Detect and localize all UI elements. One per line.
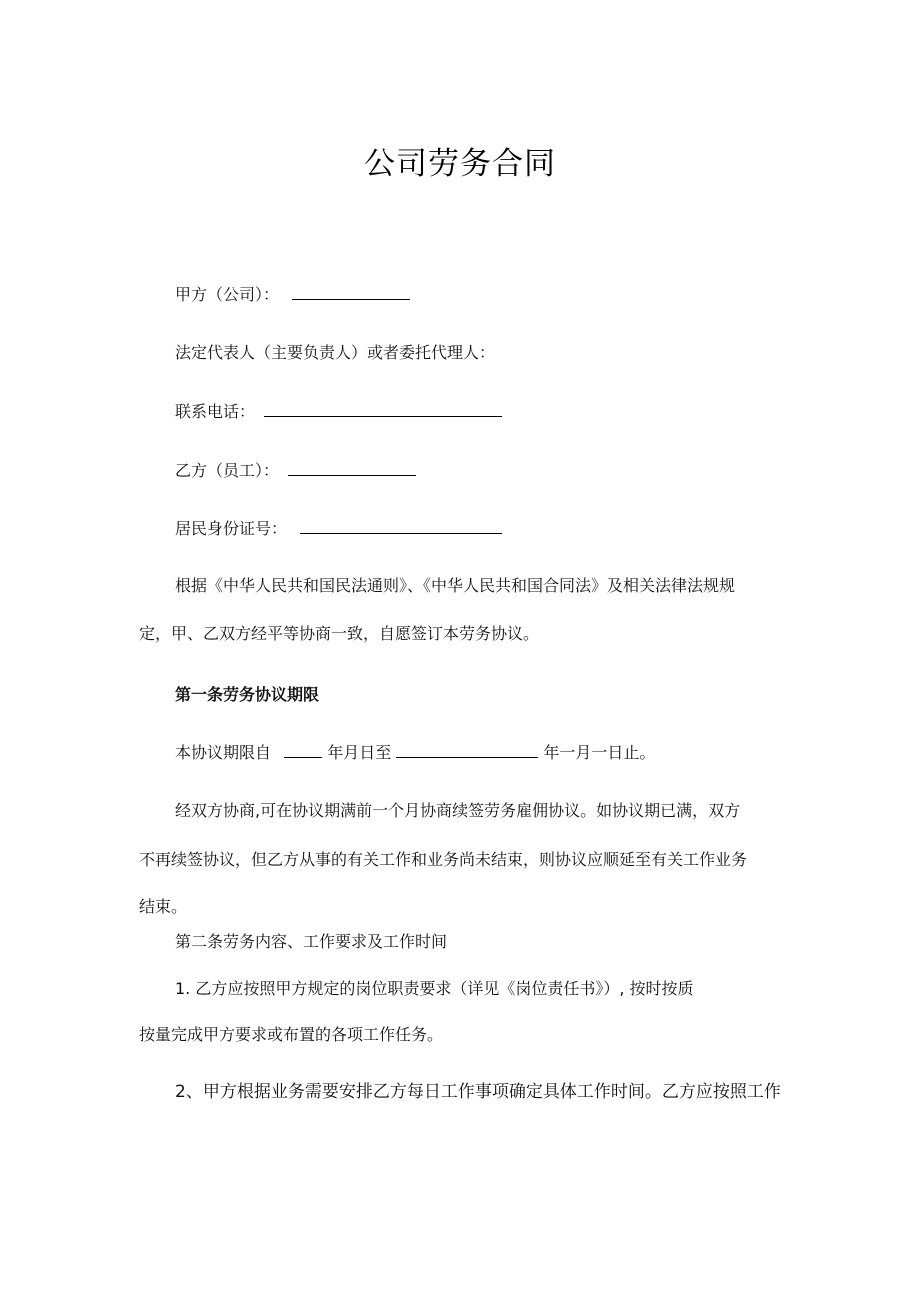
item-1-line-1: 1. 乙方应按照甲方规定的岗位职责要求（详见《岗位责任书》）, 按时按质 — [175, 979, 694, 998]
party-a-blank[interactable] — [292, 284, 410, 300]
renewal-line-2: 不再续签协议，但乙方从事的有关工作和业务尚未结束，则协议应顺延至有关工作业务 — [139, 850, 748, 869]
period-end-blank[interactable] — [396, 742, 538, 758]
article-1-heading: 第一条劳务协议期限 — [175, 685, 320, 704]
period-row — [175, 741, 655, 765]
preamble-line-1: 根据《中华人民共和国民法通则》、《中华人民共和国合同法》及相关法律法规规 — [175, 576, 736, 595]
phone-row — [175, 400, 502, 424]
id-number-row — [175, 517, 502, 541]
legal-rep-row — [175, 341, 495, 365]
party-a-row — [175, 283, 410, 307]
id-number-label: 居民身份证号： — [175, 519, 288, 538]
period-prefix: 本协议期限自 — [175, 743, 272, 762]
party-b-label: 乙方（员工）： — [175, 461, 280, 480]
preamble-line-2: 定，甲、乙双方经平等协商一致，自愿签订本劳务协议。 — [139, 624, 540, 643]
legal-rep-label: 法定代表人（主要负责人）或者委托代理人： — [175, 343, 496, 362]
phone-blank[interactable] — [264, 401, 502, 417]
item-2-line-1: 2、甲方根据业务需要安排乙方每日工作事项确定具体工作时间。乙方应按照工作 — [175, 1082, 781, 1102]
period-middle: 年月日至 — [327, 743, 392, 762]
renewal-line-1: 经双方协商,可在协议期满前一个月协商续签劳务雇佣协议。如协议期已满，双方 — [175, 801, 741, 820]
renewal-line-3: 结束。 — [139, 897, 188, 916]
party-a-label: 甲方（公司）： — [175, 285, 280, 304]
item-1-line-2: 按量完成甲方要求或布置的各项工作任务。 — [139, 1025, 444, 1044]
period-start-blank[interactable] — [284, 742, 322, 758]
document-title: 公司劳务合同 — [364, 146, 556, 182]
period-suffix: 年一月一日止。 — [543, 743, 656, 762]
party-b-row — [175, 459, 416, 483]
id-number-blank[interactable] — [300, 518, 502, 534]
phone-label: 联系电话： — [175, 402, 256, 421]
article-2-heading: 第二条劳务内容、工作要求及工作时间 — [175, 932, 448, 951]
party-b-blank[interactable] — [288, 460, 416, 476]
